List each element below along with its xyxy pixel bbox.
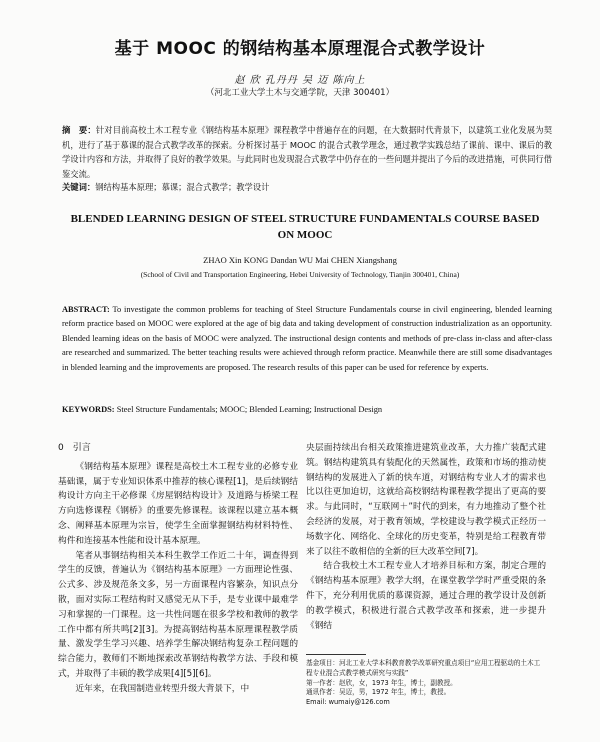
paper-title-cn: 基于 MOOC 的钢结构基本原理混合式教学设计 <box>114 39 486 59</box>
keywords-cn-label: 关键词： <box>62 182 96 192</box>
authors-cn: 赵 欣 孔丹丹 吴 迈 陈向上 <box>234 75 366 86</box>
body-column-left <box>58 441 298 697</box>
affiliation-cn: （河北工业大学土木与交通学院，天津 300401） <box>205 88 395 98</box>
abstract-en <box>62 303 552 375</box>
body-paragraph: 笔者从事钢结构相关本科生教学工作近二十年，调查得到学生的反馈，普遍认为《钢结构基本原理》一方面理论性强、公式多、涉及规范条文多，另一方面课程内容繁杂，知识点分散，面对实际工程结构时又感觉无从下手，是专业课中最难学习和掌握的一门课程。这一共性问题在很多学校和教师的教学工作中都有所共鸣[2][3]。为提高钢结构基本原理课程教学质量、激发学生学习兴趣、培养学生解决钢结构复杂工程问题的综合能力，教师们不断地探索改革钢结构教学方法、手段和模式，并取得了丰硕的教学成果[4][5][6]。 <box>58 550 298 679</box>
body-paragraph: 央层面持续出台相关政策推进建筑业改革，大力推广装配式建筑。钢结构建筑具有装配化的天然属性，政策和市场的推动使钢结构的发展进入了新的快车道，对钢结构专业人才的需求也比以往更加迫切，这就给高校钢结构课程教学提出了更高的要求。与此同时，“互联网＋”时代的到来，有力地推动了整个社会经济的发展，对于教育领域，学校建设与教学模式正经历一场数字化、网络化、全球化的历史变革，特别是给工程教育带来了以往不敢相信的全新的巨大改革空间[7]。 <box>306 443 546 557</box>
abstract-cn <box>62 123 552 181</box>
footnote-funding: 基金项目：河北工业大学本科教育教学改革研究重点项目“应用工程驱动的土木工程专业混合式教学模式研究与实践” <box>306 659 541 677</box>
body-paragraph: 结合我校土木工程专业人才培养目标和方案，制定合理的《钢结构基本原理》教学大纲，在课堂教学学时严重受限的条件下，充分利用优质的慕课资源，通过合理的教学设计及创新的教学模式，积极进行混合式教学改革和探索，进一步提升《钢结 <box>306 561 546 631</box>
keywords-cn <box>62 181 552 193</box>
footnote-first-author: 第一作者：赵欣，女，1973 年生，博士，副教授。 <box>306 678 457 687</box>
abstract-cn-text: 针对目前高校土木工程专业《钢结构基本原理》课程教学中普遍存在的问题，在大数据时代背景下，以建筑工业化发展为契机，进行了基于慕课的混合式教学改革的探索。分析探讨基于 MOOC 的混合式教学理念，通过教学实践总结了课前、课中、课后的教学设计内容和方法，并取得了良好的教学效果。与此同时也发现混合式教学中仍存在的一些问题并提出了今后的改进措施，可供同行借鉴交流。 <box>62 125 552 179</box>
keywords-en-text: Steel Structure Fundamentals; MOOC; Blended Learning; Instructional Design <box>116 405 383 414</box>
paper-title-en: BLENDED LEARNING DESIGN OF STEEL STRUCTURE FUNDAMENTALS COURSE BASED ON MOOC <box>70 213 540 241</box>
body-paragraph: 近年来，在我国制造业转型升级大背景下，中 <box>75 683 250 694</box>
authors-en: ZHAO Xin KONG Dandan WU Mai CHEN Xiangshang <box>203 255 397 265</box>
body-column-right <box>306 441 546 633</box>
section-heading-intro: 0 引言 <box>58 443 91 453</box>
keywords-cn-text: 钢结构基本原理；慕课；混合式教学；教学设计 <box>95 182 270 192</box>
abstract-en-label: ABSTRACT: <box>62 305 110 314</box>
abstract-cn-label: 摘 要： <box>62 125 96 135</box>
keywords-en-label: KEYWORDS: <box>62 405 115 414</box>
footnotes <box>306 659 546 708</box>
body-paragraph: 《钢结构基本原理》课程是高校土木工程专业的必修专业基础课，属于专业知识体系中推荐的核心课程[1]，是后续钢结构设计方向主干必修课《房屋钢结构设计》及道路与桥梁工程方向选修课程《钢桥》的重要先修课程。该课程以建立基本概念、阐释基本原理为宗旨，使学生全面掌握钢结构材料特性、构件和连接基本性能和设计基本原理。 <box>58 461 298 546</box>
keywords-en <box>62 405 552 414</box>
footnote-divider <box>306 654 366 655</box>
abstract-en-text: To investigate the common problems for teaching of Steel Structure Fundamentals course in civil engineering, blended learning reform practice based on MOOC were explored at the age of big data and taking development of construction industrialization as an opportunity. Blended learning ideas on the basis of MOOC were analyzed. The instructional design contents and methods of pre-class in-class and after-class are researched and summarized. The better teaching results were achieved through reform practice. Meanwhile there are still some disadvantages in blended learning and the improvements are proposed. The research results of this paper can be used for reference by experts. <box>62 305 552 372</box>
footnote-corresponding-author: 通讯作者：吴迈，男，1972 年生，博士，教授。 <box>306 688 451 697</box>
footnote-email: Email: wumaiy@126.com <box>306 698 390 707</box>
affiliation-en: (School of Civil and Transportation Engineering, Hebei University of Technology, Tianjin 300401, China) <box>140 270 460 279</box>
